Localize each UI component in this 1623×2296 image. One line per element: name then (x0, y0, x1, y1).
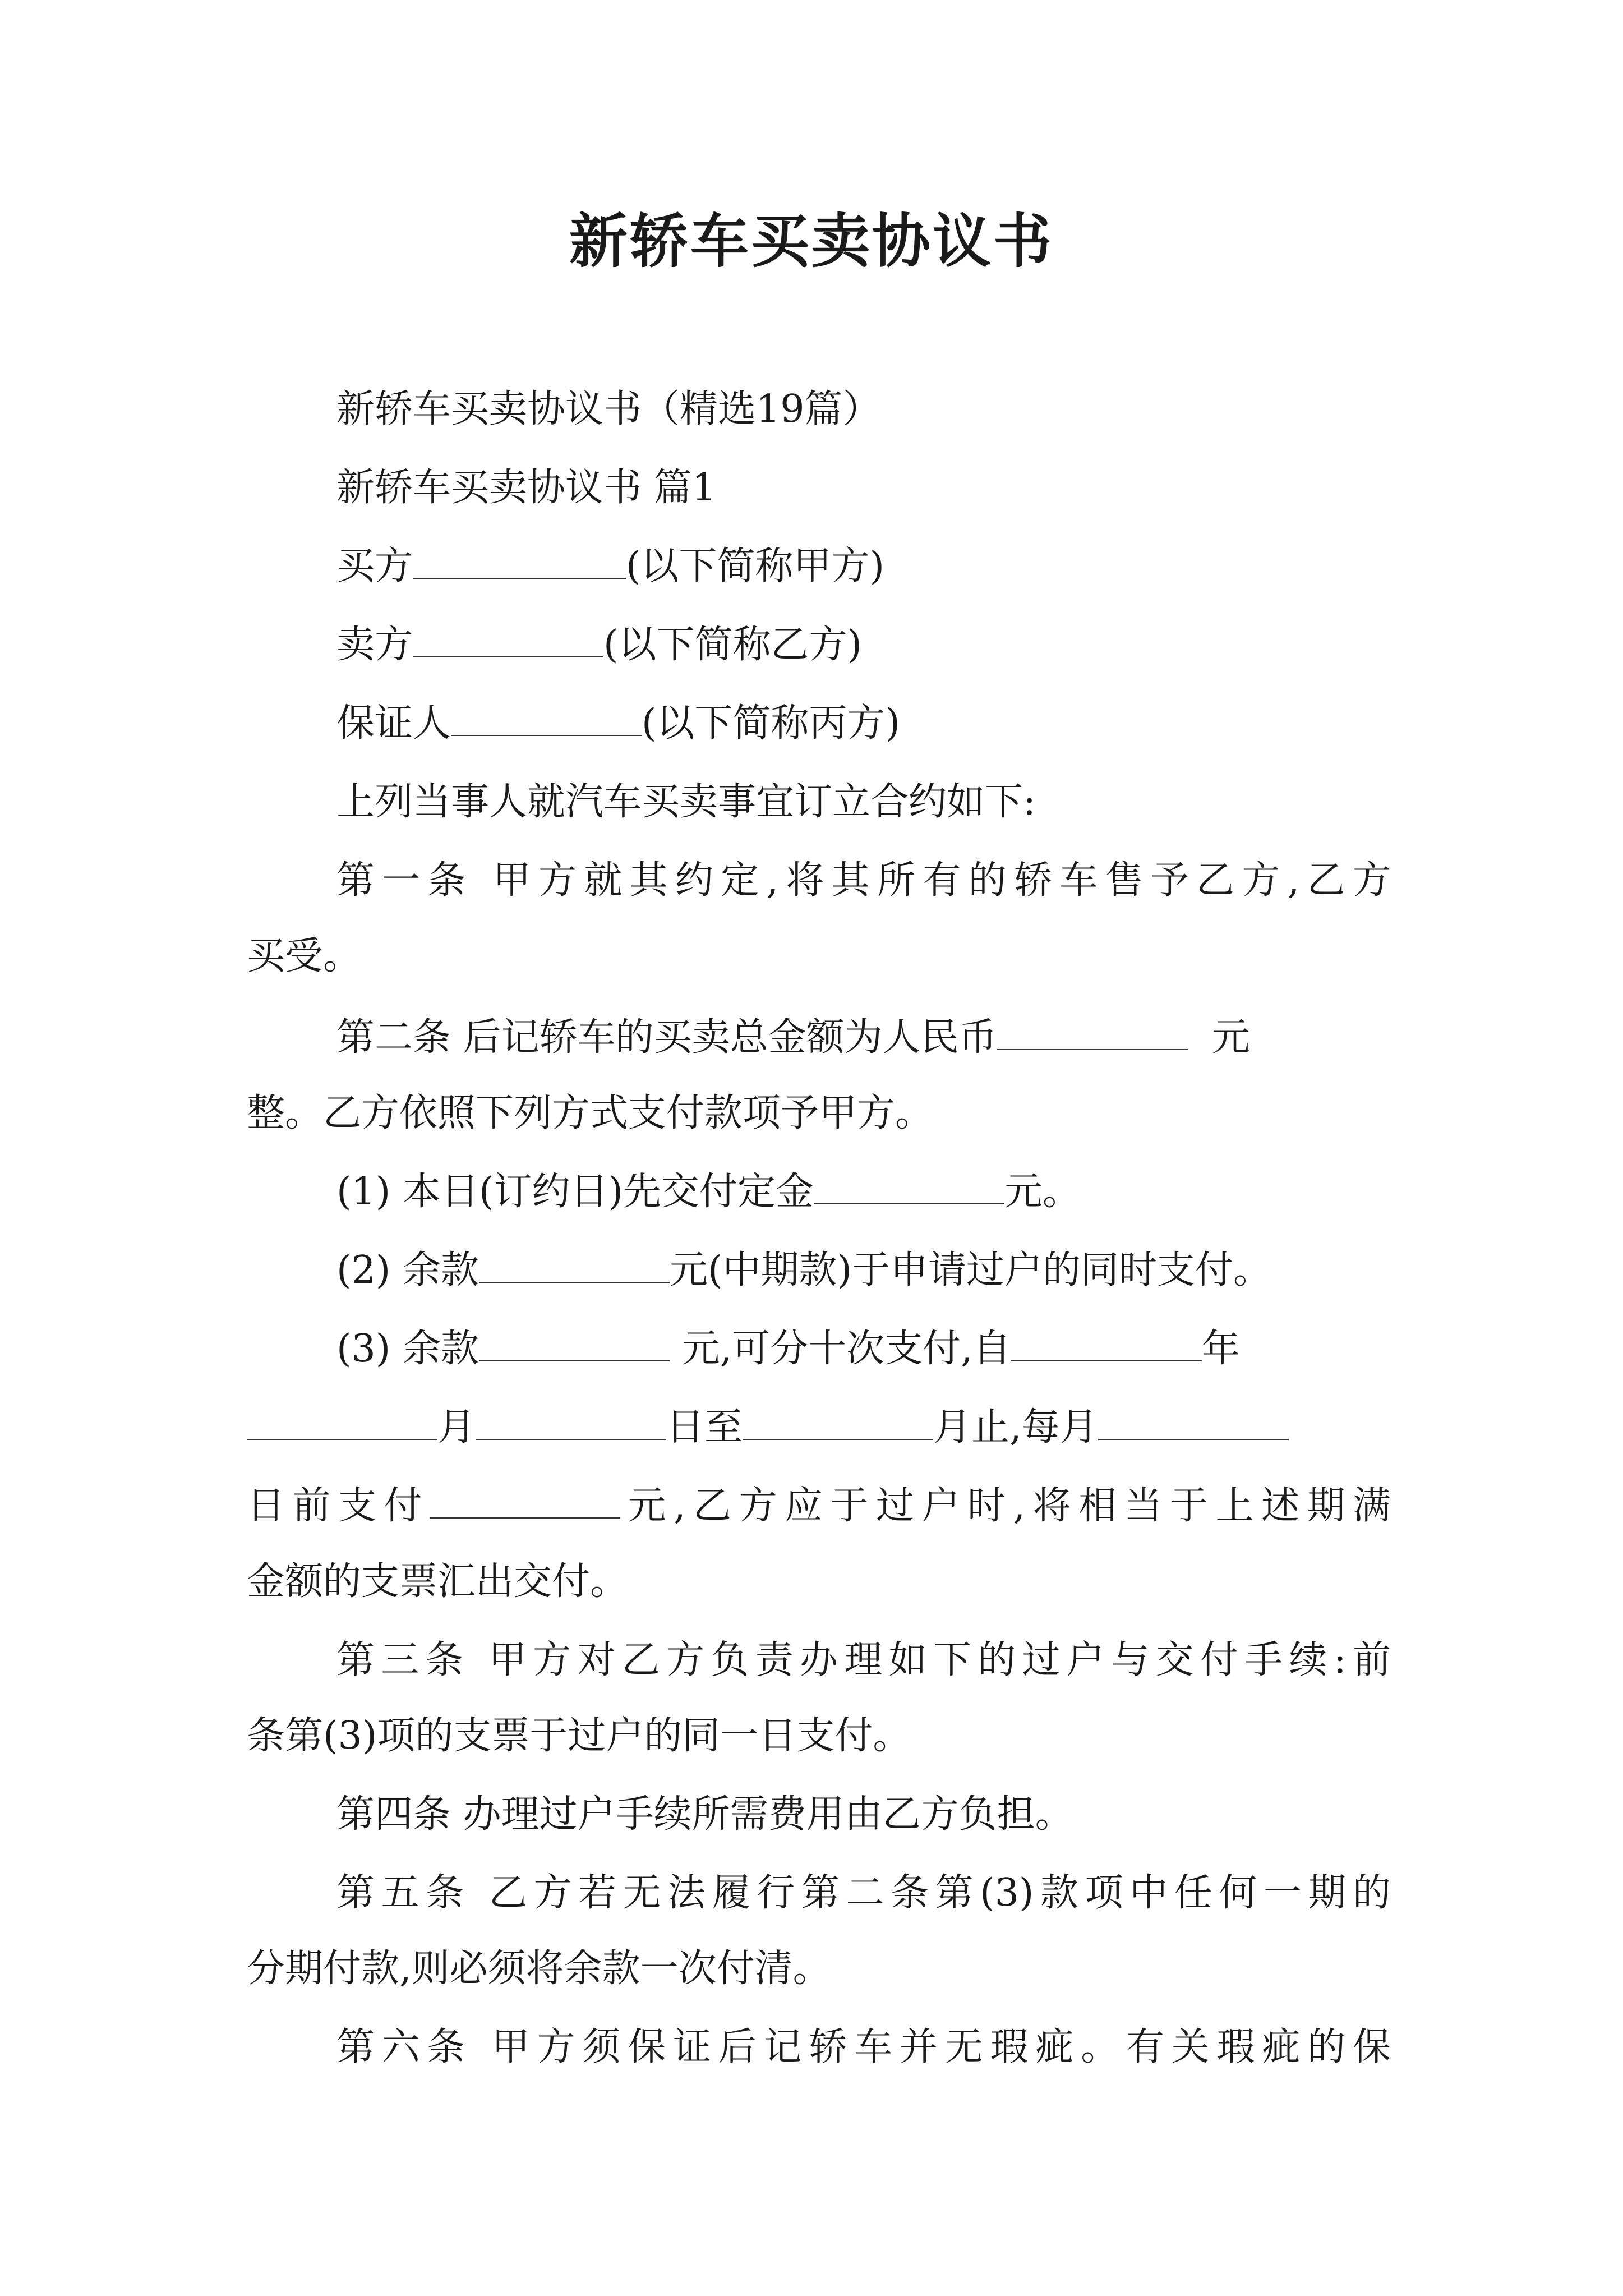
buyer-note: (以下简称甲方) (626, 544, 885, 588)
article-1-line-1: 第一条 甲方就其约定,将其所有的轿车售予乙方,乙方 (336, 858, 1391, 903)
payment-item-1-unit: 元。 (1004, 1170, 1081, 1214)
start-year-blank (1011, 1328, 1202, 1361)
payment-item-2-text: (2) 余款 (336, 1248, 479, 1292)
intro-line: 上列当事人就汽车买卖事宜订立合约如下: (336, 780, 1036, 824)
month-label: 月 (437, 1405, 476, 1450)
seller-label: 卖方 (336, 623, 413, 667)
mid-payment-blank (479, 1249, 670, 1283)
monthly-day-blank (1098, 1406, 1289, 1440)
guarantor-line (336, 696, 1391, 752)
guarantor-blank (451, 702, 642, 736)
pay-before-label: 日前支付 (247, 1484, 430, 1528)
payment-item-3-line-1 (336, 1321, 1391, 1377)
buyer-blank (413, 545, 626, 579)
article-2-unit: 元 (1211, 1015, 1250, 1060)
seller-blank (413, 624, 603, 657)
installment-amount-blank (430, 1485, 620, 1519)
payment-item-3-rest: 元,乙方应于过户时,将相当于上述期满 (620, 1484, 1391, 1528)
document-title: 新轿车买卖协议书 (569, 206, 1054, 275)
total-amount-blank (997, 1016, 1188, 1050)
article-6-line-1: 第六条 甲方须保证后记轿车并无瑕疵。有关瑕疵的保 (336, 2025, 1391, 2069)
payment-item-1 (336, 1164, 1391, 1220)
day-to-label: 日至 (666, 1405, 743, 1450)
start-month-blank (247, 1406, 437, 1440)
payment-item-2 (336, 1243, 1391, 1299)
article-2-line-2: 整。乙方依照下列方式支付款项予甲方。 (247, 1091, 934, 1135)
article-5-line-2: 分期付款,则必须将余款一次付清。 (247, 1947, 831, 1991)
remainder-blank (479, 1328, 670, 1361)
deposit-blank (814, 1171, 1004, 1204)
seller-note: (以下简称乙方) (603, 623, 863, 667)
buyer-line (336, 539, 1391, 595)
article-3-line-1: 第三条 甲方对乙方负责办理如下的过户与交付手续:前 (336, 1638, 1391, 1682)
start-day-blank (476, 1406, 666, 1440)
article-2-text: 第二条 后记轿车的买卖总金额为人民币 (336, 1015, 997, 1060)
section-heading: 新轿车买卖协议书 篇1 (336, 466, 716, 510)
article-2-line-1 (336, 1010, 1391, 1066)
payment-item-3-line-2 (247, 1400, 1391, 1456)
buyer-label: 买方 (336, 544, 413, 588)
month-end-label: 月止,每月 (933, 1405, 1098, 1450)
seller-line (336, 617, 1391, 673)
article-4-line: 第四条 办理过户手续所需费用由乙方负担。 (336, 1792, 1073, 1837)
article-1-line-2: 买受。 (247, 934, 362, 978)
payment-item-3-line-4: 金额的支票汇出交付。 (247, 1559, 629, 1604)
payment-item-3-year: 年 (1201, 1327, 1240, 1371)
payment-item-3-mid: 元,可分十次支付,自 (669, 1327, 1011, 1371)
guarantor-label: 保证人 (336, 701, 451, 746)
payment-item-3-text: (3) 余款 (336, 1327, 479, 1371)
article-5-line-1: 第五条 乙方若无法履行第二条第(3)款项中任何一期的 (336, 1871, 1391, 1915)
guarantor-note: (以下简称丙方) (642, 701, 901, 746)
payment-item-2-rest: 元(中期款)于申请过户的同时支付。 (669, 1248, 1272, 1292)
end-month-blank (743, 1406, 933, 1440)
subtitle-line: 新轿车买卖协议书（精选19篇） (336, 387, 881, 431)
payment-item-3-line-3 (247, 1478, 1391, 1534)
article-3-line-2: 条第(3)项的支票于过户的同一日支付。 (247, 1714, 911, 1758)
payment-item-1-text: (1) 本日(订约日)先交付定金 (336, 1170, 814, 1214)
